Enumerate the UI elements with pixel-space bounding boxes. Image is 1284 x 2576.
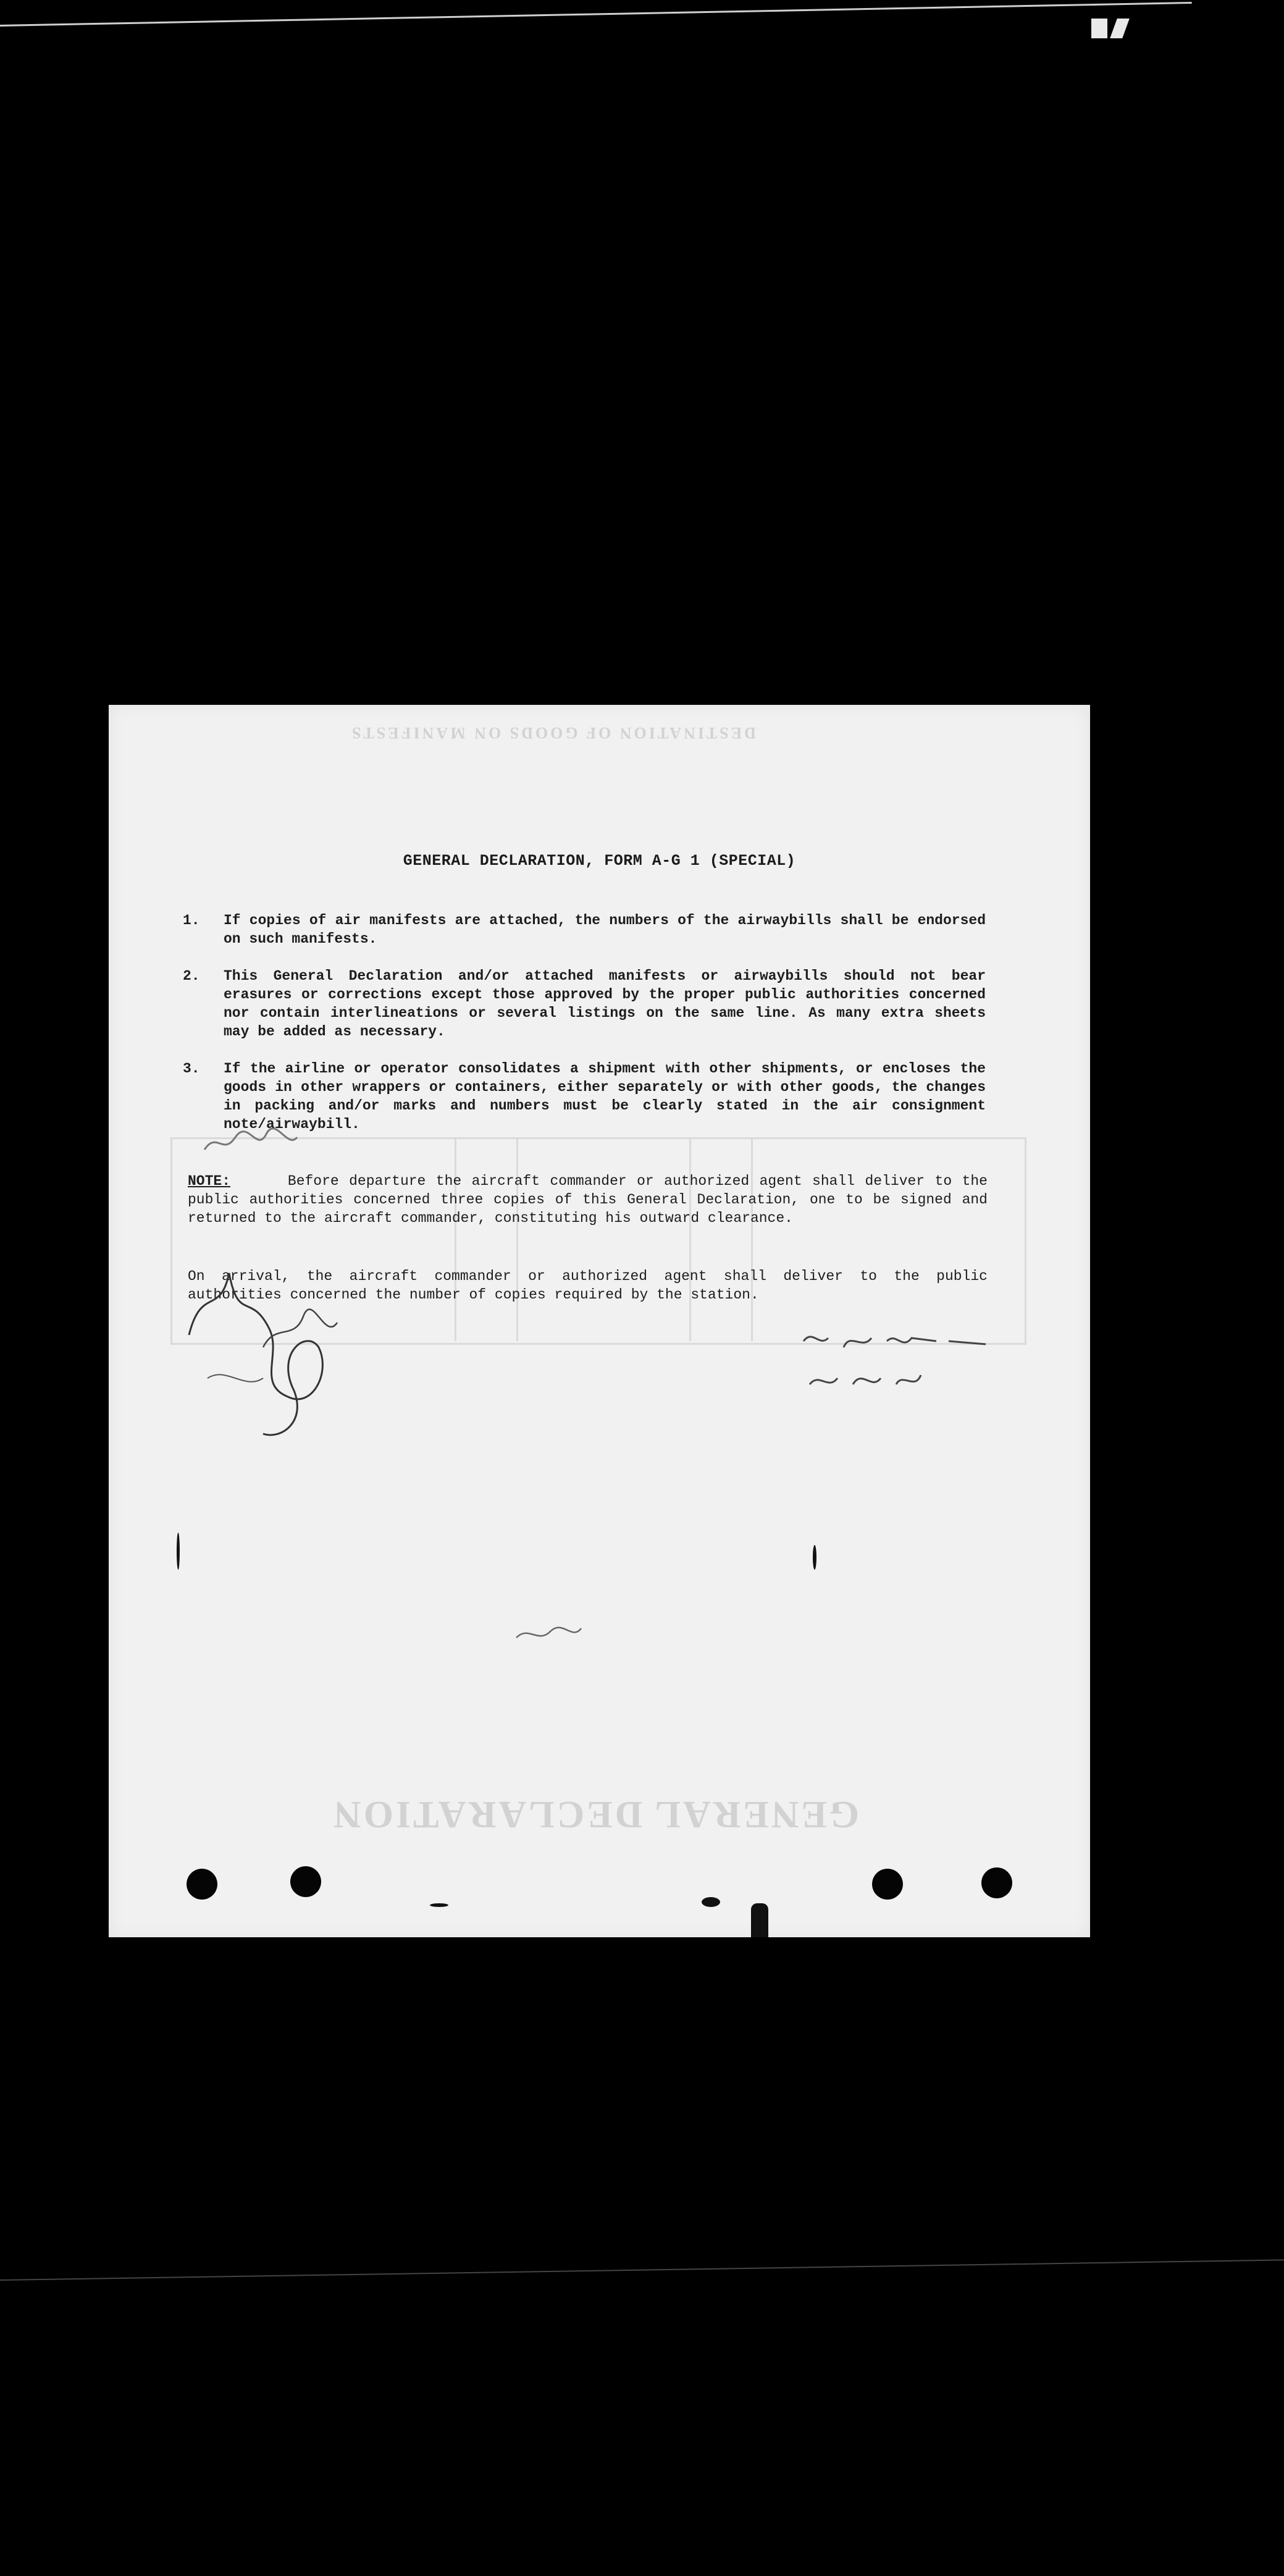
item-text: If copies of air manifests are attached, the numbers of the airwaybills shall be endorsed on such manifests. [224, 912, 986, 947]
scan-edge-line-bottom [0, 2259, 1284, 2281]
handwritten-signature [170, 1248, 393, 1458]
item-number: 2. [183, 968, 200, 984]
instruction-item [183, 1059, 986, 1134]
instruction-item [183, 911, 986, 948]
instruction-item [183, 967, 986, 1041]
item-number: 3. [183, 1061, 200, 1077]
bleed-through-table-col [455, 1137, 456, 1341]
item-number: 1. [183, 912, 200, 928]
ink-speck [177, 1533, 180, 1570]
ink-speck [430, 1903, 448, 1907]
departure-note [188, 1172, 988, 1227]
bleed-through-table-col [516, 1137, 518, 1341]
bleed-through-table-col [689, 1137, 691, 1341]
ink-speck [813, 1545, 816, 1570]
scan-corner-mark [1110, 19, 1130, 38]
scan-corner-mark [1091, 19, 1107, 38]
bleed-through-title: GENERAL DECLARATION [331, 1793, 860, 1835]
item-text: This General Declaration and/or attached manifests or airwaybills should not bear erasures or corrections except those approved by the proper public authorities concerned nor contain interlineations or several listings on the same line. As many extra sheets may be added as necessary. [224, 968, 986, 1040]
note-text: Before departure the aircraft commander or authorized agent shall deliver to the public authorities concerned three copies of this General Declaration, one to be signed and returned to the aircraft commander, constituting his outward clearance. [188, 1173, 988, 1226]
document-page [109, 705, 1090, 1937]
punch-hole [187, 1869, 217, 1900]
torn-edge-mark [751, 1903, 768, 1937]
ink-speck [702, 1897, 720, 1907]
arrival-note: On arrival, the aircraft commander or authorized agent shall deliver to the public authorities concerned the number of copies required by the station. [188, 1268, 988, 1303]
punch-hole [981, 1867, 1012, 1898]
bleed-through-table-col [751, 1137, 753, 1341]
item-text: If the airline or operator consolidates a shipment with other shipments, or encloses the goods in other wrappers or containers, either separately or with other goods, the changes in packing and/or marks and numbers must be clearly stated in the air consignment note/airwaybill. [224, 1061, 986, 1132]
punch-hole [290, 1866, 321, 1897]
form-title: GENERAL DECLARATION, FORM A-G 1 (SPECIAL) [403, 852, 796, 870]
scan-edge-line-top [0, 2, 1192, 27]
note-label: NOTE: [188, 1173, 231, 1189]
punch-hole [872, 1869, 903, 1900]
handwritten-notation [794, 1323, 998, 1409]
bleed-through-header: DESTINATION OF GOODS ON MANIFESTS [350, 724, 756, 742]
handwritten-mark [201, 1125, 300, 1162]
handwritten-mark [510, 1619, 584, 1650]
